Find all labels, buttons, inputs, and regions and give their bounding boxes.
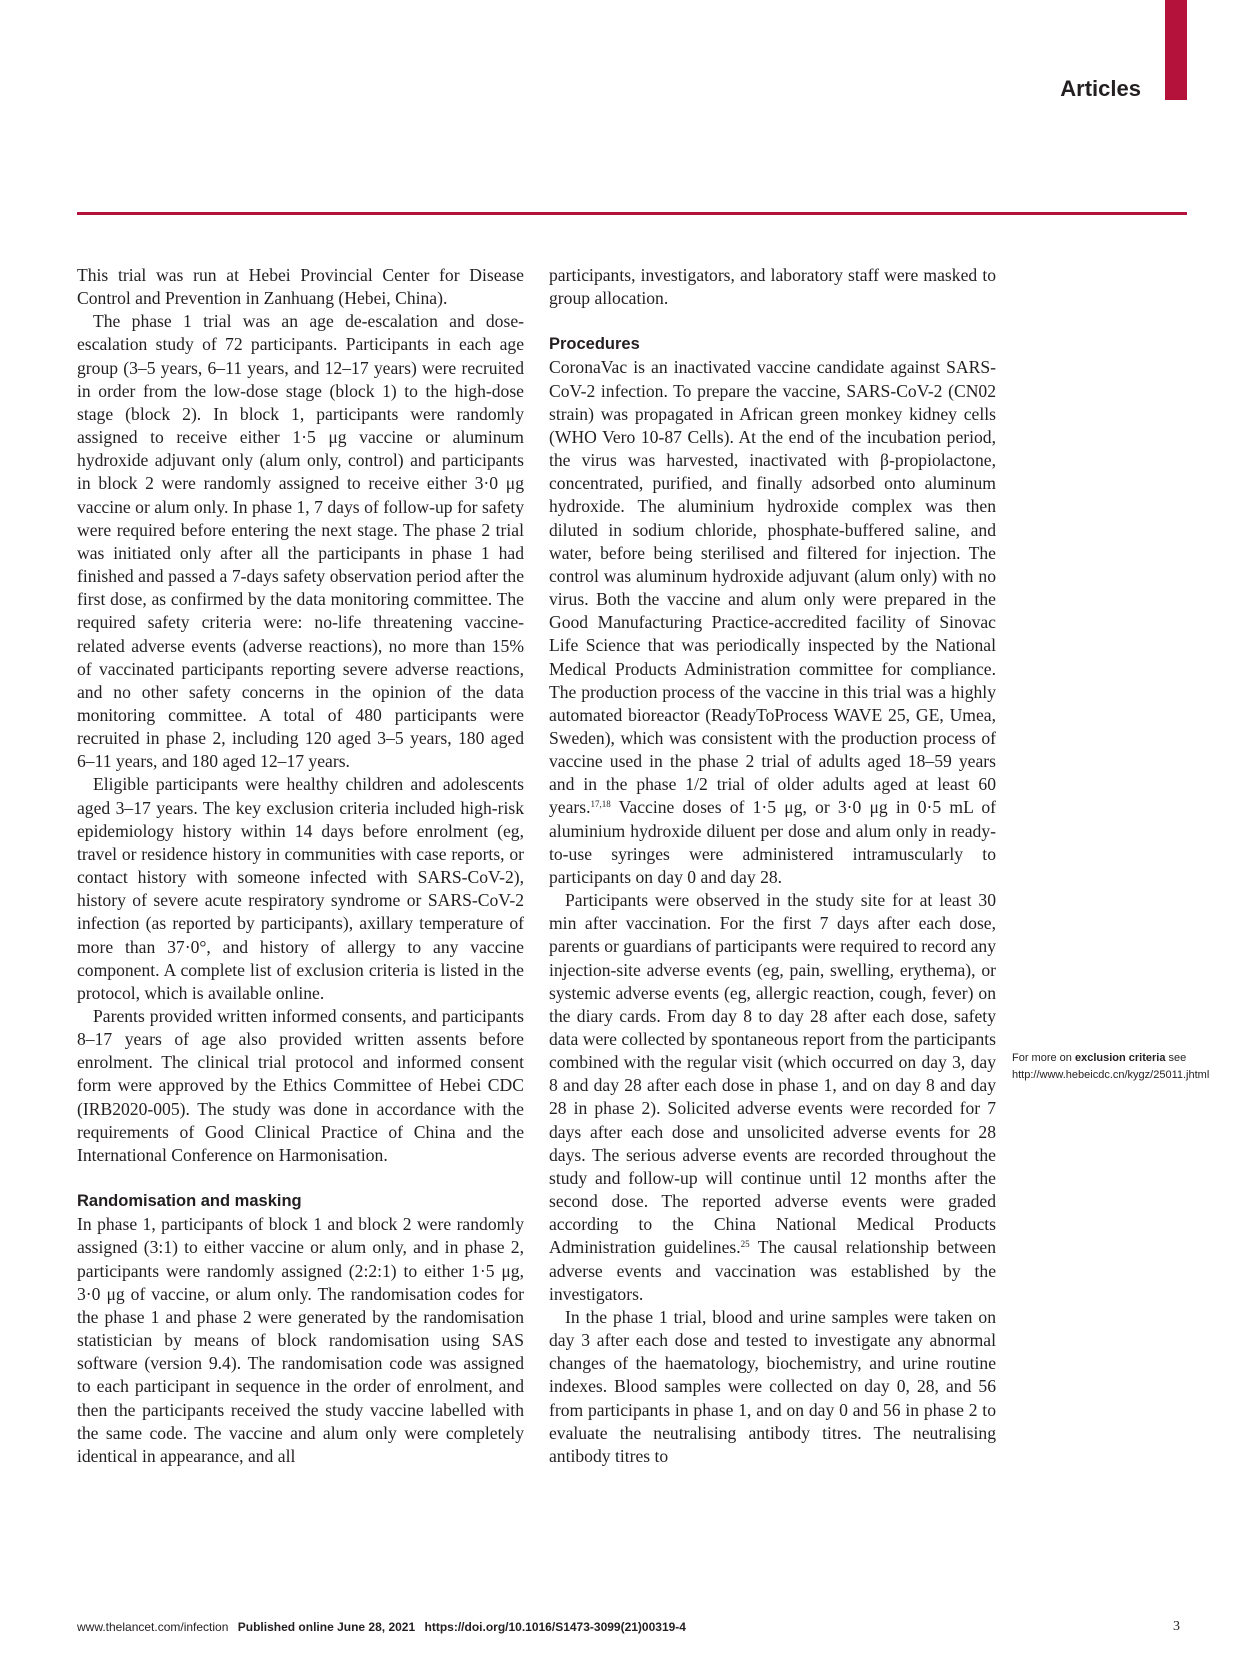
paragraph-text: Participants were observed in the study site for at least 30 min after vaccination. For the first 7 days after each dose, parents or guardians of participants were required to record any injection-site adverse events (eg, pain, swelling, erythema), or systemic adverse events (eg, allergic reaction, cough, fever) on the diary cards. From day 8 to day 28 after each dose, safety data were collected by spontaneous report from the participants combined with the regular visit (which occurred on day 3, day 8 and day 28 after each dose in phase 1, and on day 8 and day 28 in phase 2). Solicited adverse events were recorded for 7 days after each dose and unsolicited adverse events for 28 days. The serious adverse events are recorded throughout the study and follow-up will continue until 12 months after the second dose. The reported adverse events were graded according to the China National Medical Products Administration guidelines. bbox=[549, 890, 996, 1258]
paragraph: In the phase 1 trial, blood and urine samples were taken on day 3 after each dose and tested to investigate any abnormal changes of the haematology, biochemistry, and urine routine indexes. Blood samples were collected on day 0, 28, and 56 from participants in phase 1, and on day 0 and 56 in phase 2 to evaluate the neutralising antibody titres. The neutralising antibody titres to bbox=[549, 1306, 996, 1466]
section-heading-procedures: Procedures bbox=[549, 335, 640, 354]
sidenote-bold: exclusion criteria bbox=[1074, 1052, 1166, 1064]
header-accent-bar bbox=[1165, 0, 1187, 100]
paragraph-text: Vaccine doses of 1·5 μg, or 3·0 μg in 0·5 mL of aluminium hydroxide diluent per dose and alum only in ready-to-use syringes were administered intramuscularly to participants on day 0 and day 28. bbox=[549, 797, 996, 887]
left-column bbox=[77, 264, 524, 1468]
section-label: Articles bbox=[1060, 76, 1141, 101]
reference-superscript[interactable]: 25 bbox=[740, 1239, 750, 1250]
page-footer bbox=[77, 1620, 1180, 1634]
paragraph: This trial was run at Hebei Provincial Center for Disease Control and Prevention in Zanhuang (Hebei, China). bbox=[77, 265, 524, 309]
paragraph bbox=[549, 889, 996, 1306]
paragraph: participants, investigators, and laboratory staff were masked to group allocation. bbox=[549, 265, 996, 309]
paragraph: In phase 1, participants of block 1 and block 2 were randomly assigned (3:1) to either vaccine or alum only, and in phase 2, participants were randomly assigned (2:2:1) to either 1·5 μg, 3·0 μg of vaccine, or alum only. The randomisation codes for the phase 1 and phase 2 were generated by the randomisation statistician by means of block randomisation using SAS software (version 9.4). The randomisation code was assigned to each participant in sequence in the order of enrolment, and then the participants received the study vaccine labelled with the same code. The vaccine and alum only were completely identical in appearance, and all bbox=[77, 1214, 524, 1466]
sidenote-prefix: For more on bbox=[1012, 1052, 1075, 1064]
paragraph: The phase 1 trial was an age de-escalation and dose-escalation study of 72 participants. Participants in each age group (3–5 years, 6–11 years, and 12–17 years) were recruited in order from the low-dose stage (block 1) to the high-dose stage (block 2). In block 1, participants were randomly assigned to receive either 1·5 μg vaccine or aluminum hydroxide adjuvant only (alum only, control) and participants in block 2 were randomly assigned to receive either 3·0 μg vaccine or alum only. In phase 1, 7 days of follow-up for safety were required before entering the next stage. The phase 2 trial was initiated only after all the participants in phase 1 had finished and passed a 7-days safety observation period after the first dose, as confirmed by the data monitoring committee. The required safety criteria were: no-life threatening vaccine-related adverse events (adverse reactions), no more than 15% of vaccinated participants reporting severe adverse reactions, and no other safety concerns in the opinion of the data monitoring committee. A total of 480 participants were recruited in phase 2, including 120 aged 3–5 years, 180 aged 6–11 years, and 180 aged 12–17 years. bbox=[77, 311, 524, 772]
right-column bbox=[549, 264, 996, 1468]
footer-site-link[interactable]: www.thelancet.com/infection bbox=[77, 1620, 229, 1634]
sidenote-link[interactable]: see http://www.hebeicdc.cn/kygz/25011.jhtml bbox=[1012, 1052, 1210, 1081]
paragraph: Parents provided written informed consents, and participants 8–17 years of age also provided written assents before enrolment. The clinical trial protocol and informed consent form were approved by the Ethics Committee of Hebei CDC (IRB2020-005). The study was done in accordance with the requirements of Good Clinical Practice of China and the International Conference on Harmonisation. bbox=[77, 1006, 524, 1165]
reference-superscript[interactable]: 17,18 bbox=[590, 799, 611, 810]
paragraph: Eligible participants were healthy children and adolescents aged 3–17 years. The key exclusion criteria included high-risk epidemiology history within 14 days before enrolment (eg, travel or residence history in communities with case reports, or contact history with someone infected with SARS-CoV-2), history of severe acute respiratory syndrome or SARS-CoV-2 infection (as reported by participants), axillary temperature of more than 37·0°, and history of allergy to any vaccine component. A complete list of exclusion criteria is listed in the protocol, which is available online. bbox=[77, 774, 524, 1003]
paragraph-text: The causal relationship between adverse events and vaccination was established by the investigators. bbox=[549, 1237, 996, 1304]
sidenote-exclusion-criteria bbox=[1012, 1050, 1210, 1084]
section-heading-randomisation: Randomisation and masking bbox=[77, 1192, 302, 1211]
footer-published: Published online June 28, 2021 bbox=[237, 1620, 416, 1634]
page-number: 3 bbox=[1173, 1619, 1180, 1634]
paragraph bbox=[549, 356, 996, 889]
paragraph-text: CoronaVac is an inactivated vaccine candidate against SARS-CoV-2 infection. To prepare the vaccine, SARS-CoV-2 (CN02 strain) was propagated in African green monkey kidney cells (WHO Vero 10-87 Cells). At the end of the incubation period, the virus was harvested, inactivated with β-propiolactone, concentrated, purified, and finally adsorbed onto aluminum hydroxide. The aluminium hydroxide complex was then diluted in sodium chloride, phosphate-buffered saline, and water, before being sterilised and filtered for injection. The control was aluminum hydroxide adjuvant (alum only) with no virus. Both the vaccine and alum only were prepared in the Good Manufacturing Practice-accredited facility of Sinovac Life Science that was periodically inspected by the National Medical Products Administration committee for compliance. The production process of the vaccine in this trial was a highly automated bioreactor (ReadyToProcess WAVE 25, GE, Umea, Sweden), which was consistent with the production process of vaccine used in the phase 2 trial of adults aged 18–59 years and in the phase 1/2 trial of older adults aged at least 60 years. bbox=[549, 357, 996, 818]
footer-doi-link[interactable]: https://doi.org/10.1016/S1473-3099(21)00319-4 bbox=[424, 1620, 686, 1634]
header-rule bbox=[77, 212, 1187, 215]
